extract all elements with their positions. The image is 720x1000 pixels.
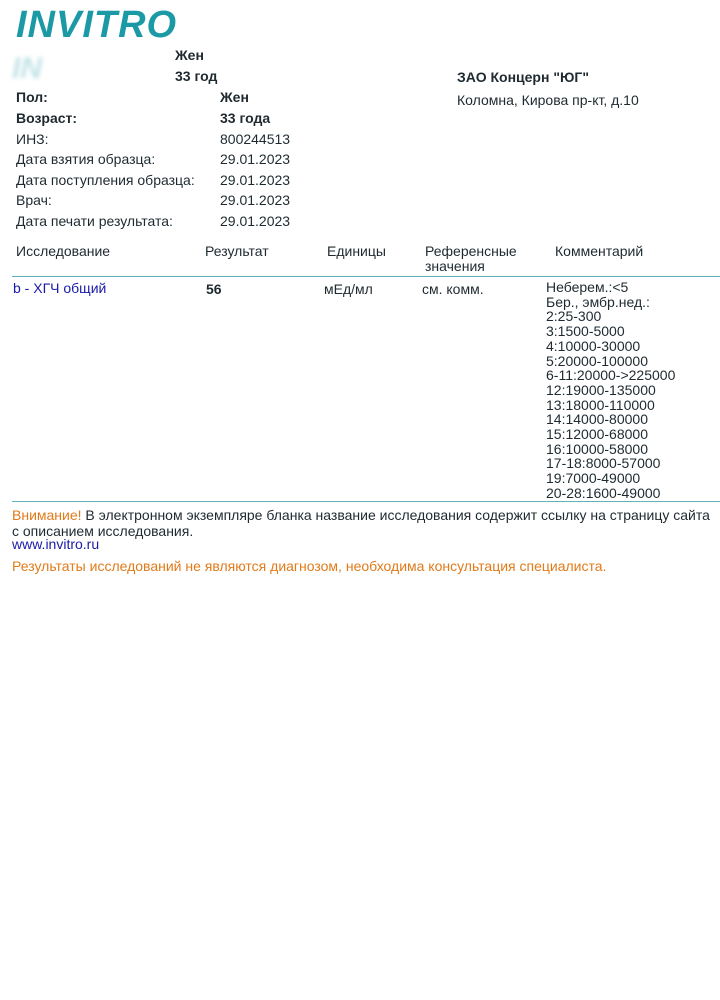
header-units: Единицы (327, 243, 386, 259)
overlay-age: 33 год (175, 68, 218, 84)
comment-line: 4:10000-30000 (546, 337, 641, 354)
comment-line: 19:7000-49000 (546, 470, 641, 487)
comment-line: 12:19000-135000 (546, 381, 656, 398)
sample-taken-value: 29.01.2023 (220, 151, 291, 167)
sample-received-value: 29.01.2023 (220, 172, 291, 188)
electronic-copy-notice (12, 507, 720, 539)
header-comment: Комментарий (555, 243, 644, 259)
doctor-label: Врач: (16, 192, 52, 208)
comment-line: 16:10000-58000 (546, 440, 648, 457)
comment-line: 6-11:20000->225000 (546, 367, 676, 384)
comment-line: 3:1500-5000 (546, 323, 625, 340)
inz-value: 800244513 (220, 131, 291, 147)
header-result: Результат (205, 243, 269, 259)
header-study: Исследование (16, 243, 111, 259)
header-divider (12, 276, 720, 277)
comment-line: Неберем.:<5 (546, 279, 629, 295)
sample-received-label: Дата поступления образца: (16, 172, 195, 188)
age-label: Возраст: (16, 110, 78, 126)
comment-line: 15:12000-68000 (546, 426, 648, 443)
doctor-value: 29.01.2023 (220, 192, 291, 208)
study-link-hcg[interactable]: b - ХГЧ общий (13, 280, 107, 296)
invitro-site-link[interactable]: www.invitro.ru (12, 536, 100, 552)
comment-reference-ranges (546, 280, 675, 501)
warning-text: В электронном экземпляре бланка название исследования содержит ссылку на страницу сайта с описанием исследования. (12, 507, 710, 539)
comment-line: 17-18:8000-57000 (546, 455, 661, 472)
lab-address: Коломна, Кирова пр-кт, д.10 (457, 92, 639, 108)
header-reference-line2: значения (425, 258, 485, 274)
gender-value: Жен (220, 89, 249, 105)
disclaimer-text: Результаты исследований не являются диагнозом, необходима консультация специалиста. (12, 558, 607, 574)
warning-word: Внимание! (12, 507, 82, 523)
units-value: мЕд/мл (324, 281, 373, 297)
result-value: 56 (206, 281, 222, 297)
inz-label: ИНЗ: (16, 131, 49, 147)
logo-ghost-watermark: IN (12, 52, 42, 85)
print-date-value: 29.01.2023 (220, 213, 291, 229)
comment-line: 13:18000-110000 (546, 396, 655, 413)
overlay-gender: Жен (175, 47, 204, 63)
age-value: 33 года (220, 110, 271, 126)
print-date-label: Дата печати результата: (16, 213, 173, 229)
header-reference-line1: Референсные (425, 243, 517, 259)
sample-taken-label: Дата взятия образца: (16, 151, 156, 167)
row-divider (12, 501, 720, 502)
comment-line: 2:25-300 (546, 308, 602, 325)
comment-line: 5:20000-100000 (546, 352, 648, 369)
lab-name: ЗАО Концерн "ЮГ" (457, 69, 589, 85)
comment-line: Бер., эмбр.нед.: (546, 293, 650, 310)
comment-line: 14:14000-80000 (546, 411, 648, 428)
comment-line: 20-28:1600-49000 (546, 484, 661, 501)
invitro-logo: INVITRO (16, 4, 178, 46)
gender-label: Пол: (16, 89, 48, 105)
reference-value: см. комм. (422, 281, 484, 297)
